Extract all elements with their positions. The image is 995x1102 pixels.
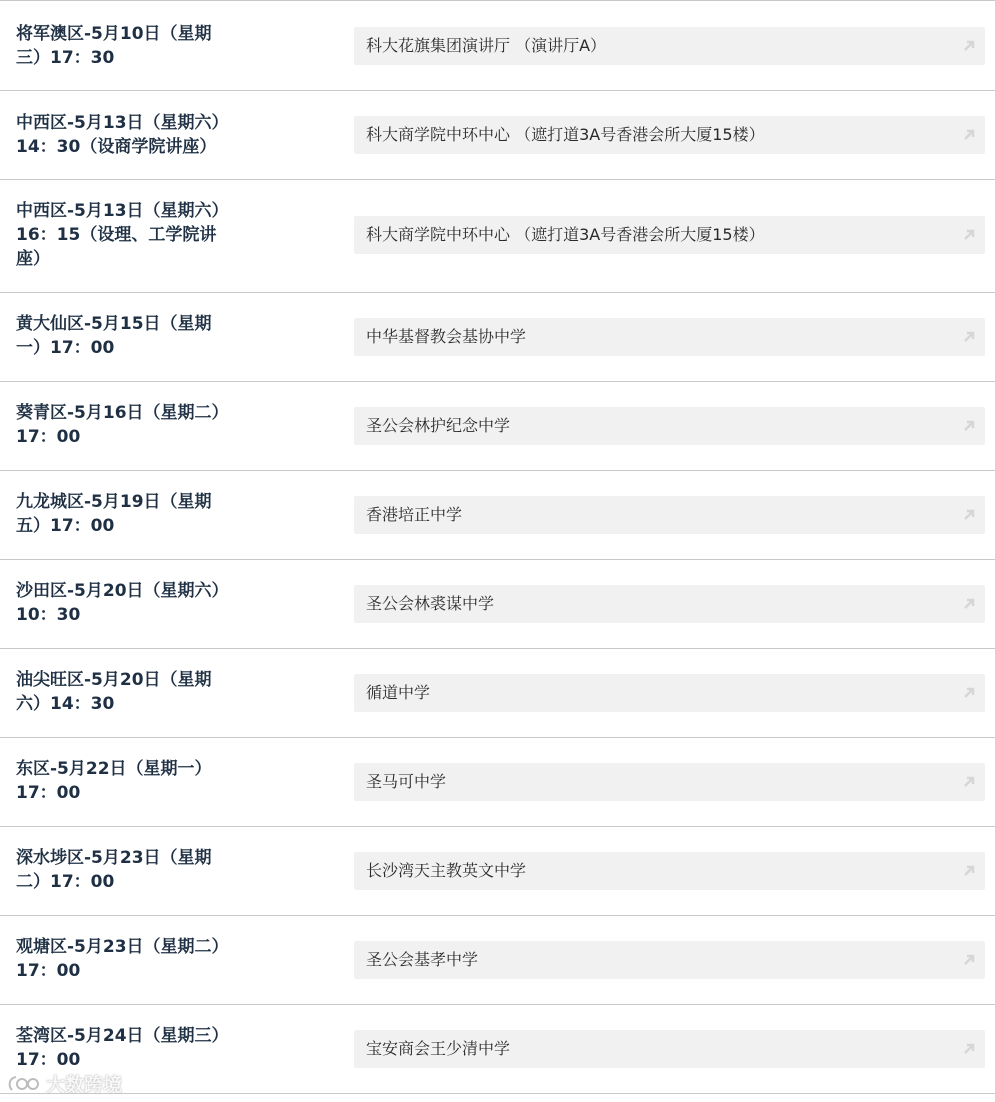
- venue-label: 香港培正中学: [366, 505, 463, 524]
- session-date: 葵青区-5月16日（星期二） 17：00: [16, 403, 229, 447]
- external-link-arrow-icon: [961, 1041, 977, 1057]
- session-date: 沙田区-5月20日（星期六） 10：30: [16, 581, 229, 625]
- venue-link[interactable]: [354, 852, 985, 890]
- session-date: 荃湾区-5月24日（星期三） 17：00: [16, 1026, 229, 1070]
- venue-link[interactable]: [354, 318, 985, 356]
- session-row: [0, 382, 995, 471]
- session-row: [0, 738, 995, 827]
- venue-link[interactable]: [354, 763, 985, 801]
- external-link-arrow-icon: [961, 418, 977, 434]
- session-date: 黄大仙区-5月15日（星期 一）17：00: [16, 314, 212, 358]
- external-link-arrow-icon: [961, 596, 977, 612]
- external-link-arrow-icon: [961, 38, 977, 54]
- venue-label: 科大花旗集团演讲厅 （演讲厅A）: [366, 36, 607, 55]
- session-row: [0, 827, 995, 916]
- venue-link[interactable]: [354, 1030, 985, 1068]
- session-row: [0, 471, 995, 560]
- venue-label: 科大商学院中环中心 （遮打道3A号香港会所大厦15楼）: [366, 225, 765, 244]
- session-date: 深水埗区-5月23日（星期 二）17：00: [16, 848, 212, 892]
- session-row: [0, 293, 995, 382]
- venue-label: 长沙湾天主教英文中学: [366, 861, 527, 880]
- venue-label: 循道中学: [366, 683, 431, 702]
- external-link-arrow-icon: [961, 685, 977, 701]
- external-link-arrow-icon: [961, 863, 977, 879]
- session-date: 油尖旺区-5月20日（星期 六）14：30: [16, 670, 212, 714]
- venue-link[interactable]: [354, 216, 985, 254]
- venue-link[interactable]: [354, 27, 985, 65]
- session-date: 东区-5月22日（星期一） 17：00: [16, 759, 212, 803]
- venue-link[interactable]: [354, 407, 985, 445]
- venue-label: 科大商学院中环中心 （遮打道3A号香港会所大厦15楼）: [366, 125, 765, 144]
- watermark-text: 大数跨境: [46, 1074, 123, 1096]
- external-link-arrow-icon: [961, 774, 977, 790]
- venue-link[interactable]: [354, 941, 985, 979]
- venue-label: 圣公会林护纪念中学: [366, 416, 511, 435]
- venue-link[interactable]: [354, 585, 985, 623]
- venue-link[interactable]: [354, 674, 985, 712]
- session-date: 九龙城区-5月19日（星期 五）17：00: [16, 492, 212, 536]
- session-date: 观塘区-5月23日（星期二） 17：00: [16, 937, 229, 981]
- venue-label: 圣公会林裘谋中学: [366, 594, 495, 613]
- session-row: [0, 560, 995, 649]
- session-row: [0, 1005, 995, 1094]
- session-date: 将军澳区-5月10日（星期 三）17：30: [16, 24, 212, 68]
- venue-label: 中华基督教会基协中学: [366, 327, 527, 346]
- venue-link[interactable]: [354, 116, 985, 154]
- session-row: [0, 649, 995, 738]
- external-link-arrow-icon: [961, 952, 977, 968]
- venue-link[interactable]: [354, 496, 985, 534]
- external-link-arrow-icon: [961, 227, 977, 243]
- session-date: 中西区-5月13日（星期六） 16：15（设理、工学院讲 座）: [16, 201, 229, 269]
- venue-label: 圣公会基孝中学: [366, 950, 479, 969]
- session-row: [0, 1, 995, 91]
- session-row: [0, 91, 995, 180]
- session-date: 中西区-5月13日（星期六） 14：30（设商学院讲座）: [16, 113, 229, 157]
- external-link-arrow-icon: [961, 507, 977, 523]
- external-link-arrow-icon: [961, 329, 977, 345]
- session-row: [0, 180, 995, 293]
- watermark: [6, 1070, 122, 1097]
- venue-label: 圣马可中学: [366, 772, 447, 791]
- external-link-arrow-icon: [961, 127, 977, 143]
- venue-label: 宝安商会王少清中学: [366, 1039, 511, 1058]
- logo-icon: [6, 1072, 42, 1096]
- session-row: [0, 916, 995, 1005]
